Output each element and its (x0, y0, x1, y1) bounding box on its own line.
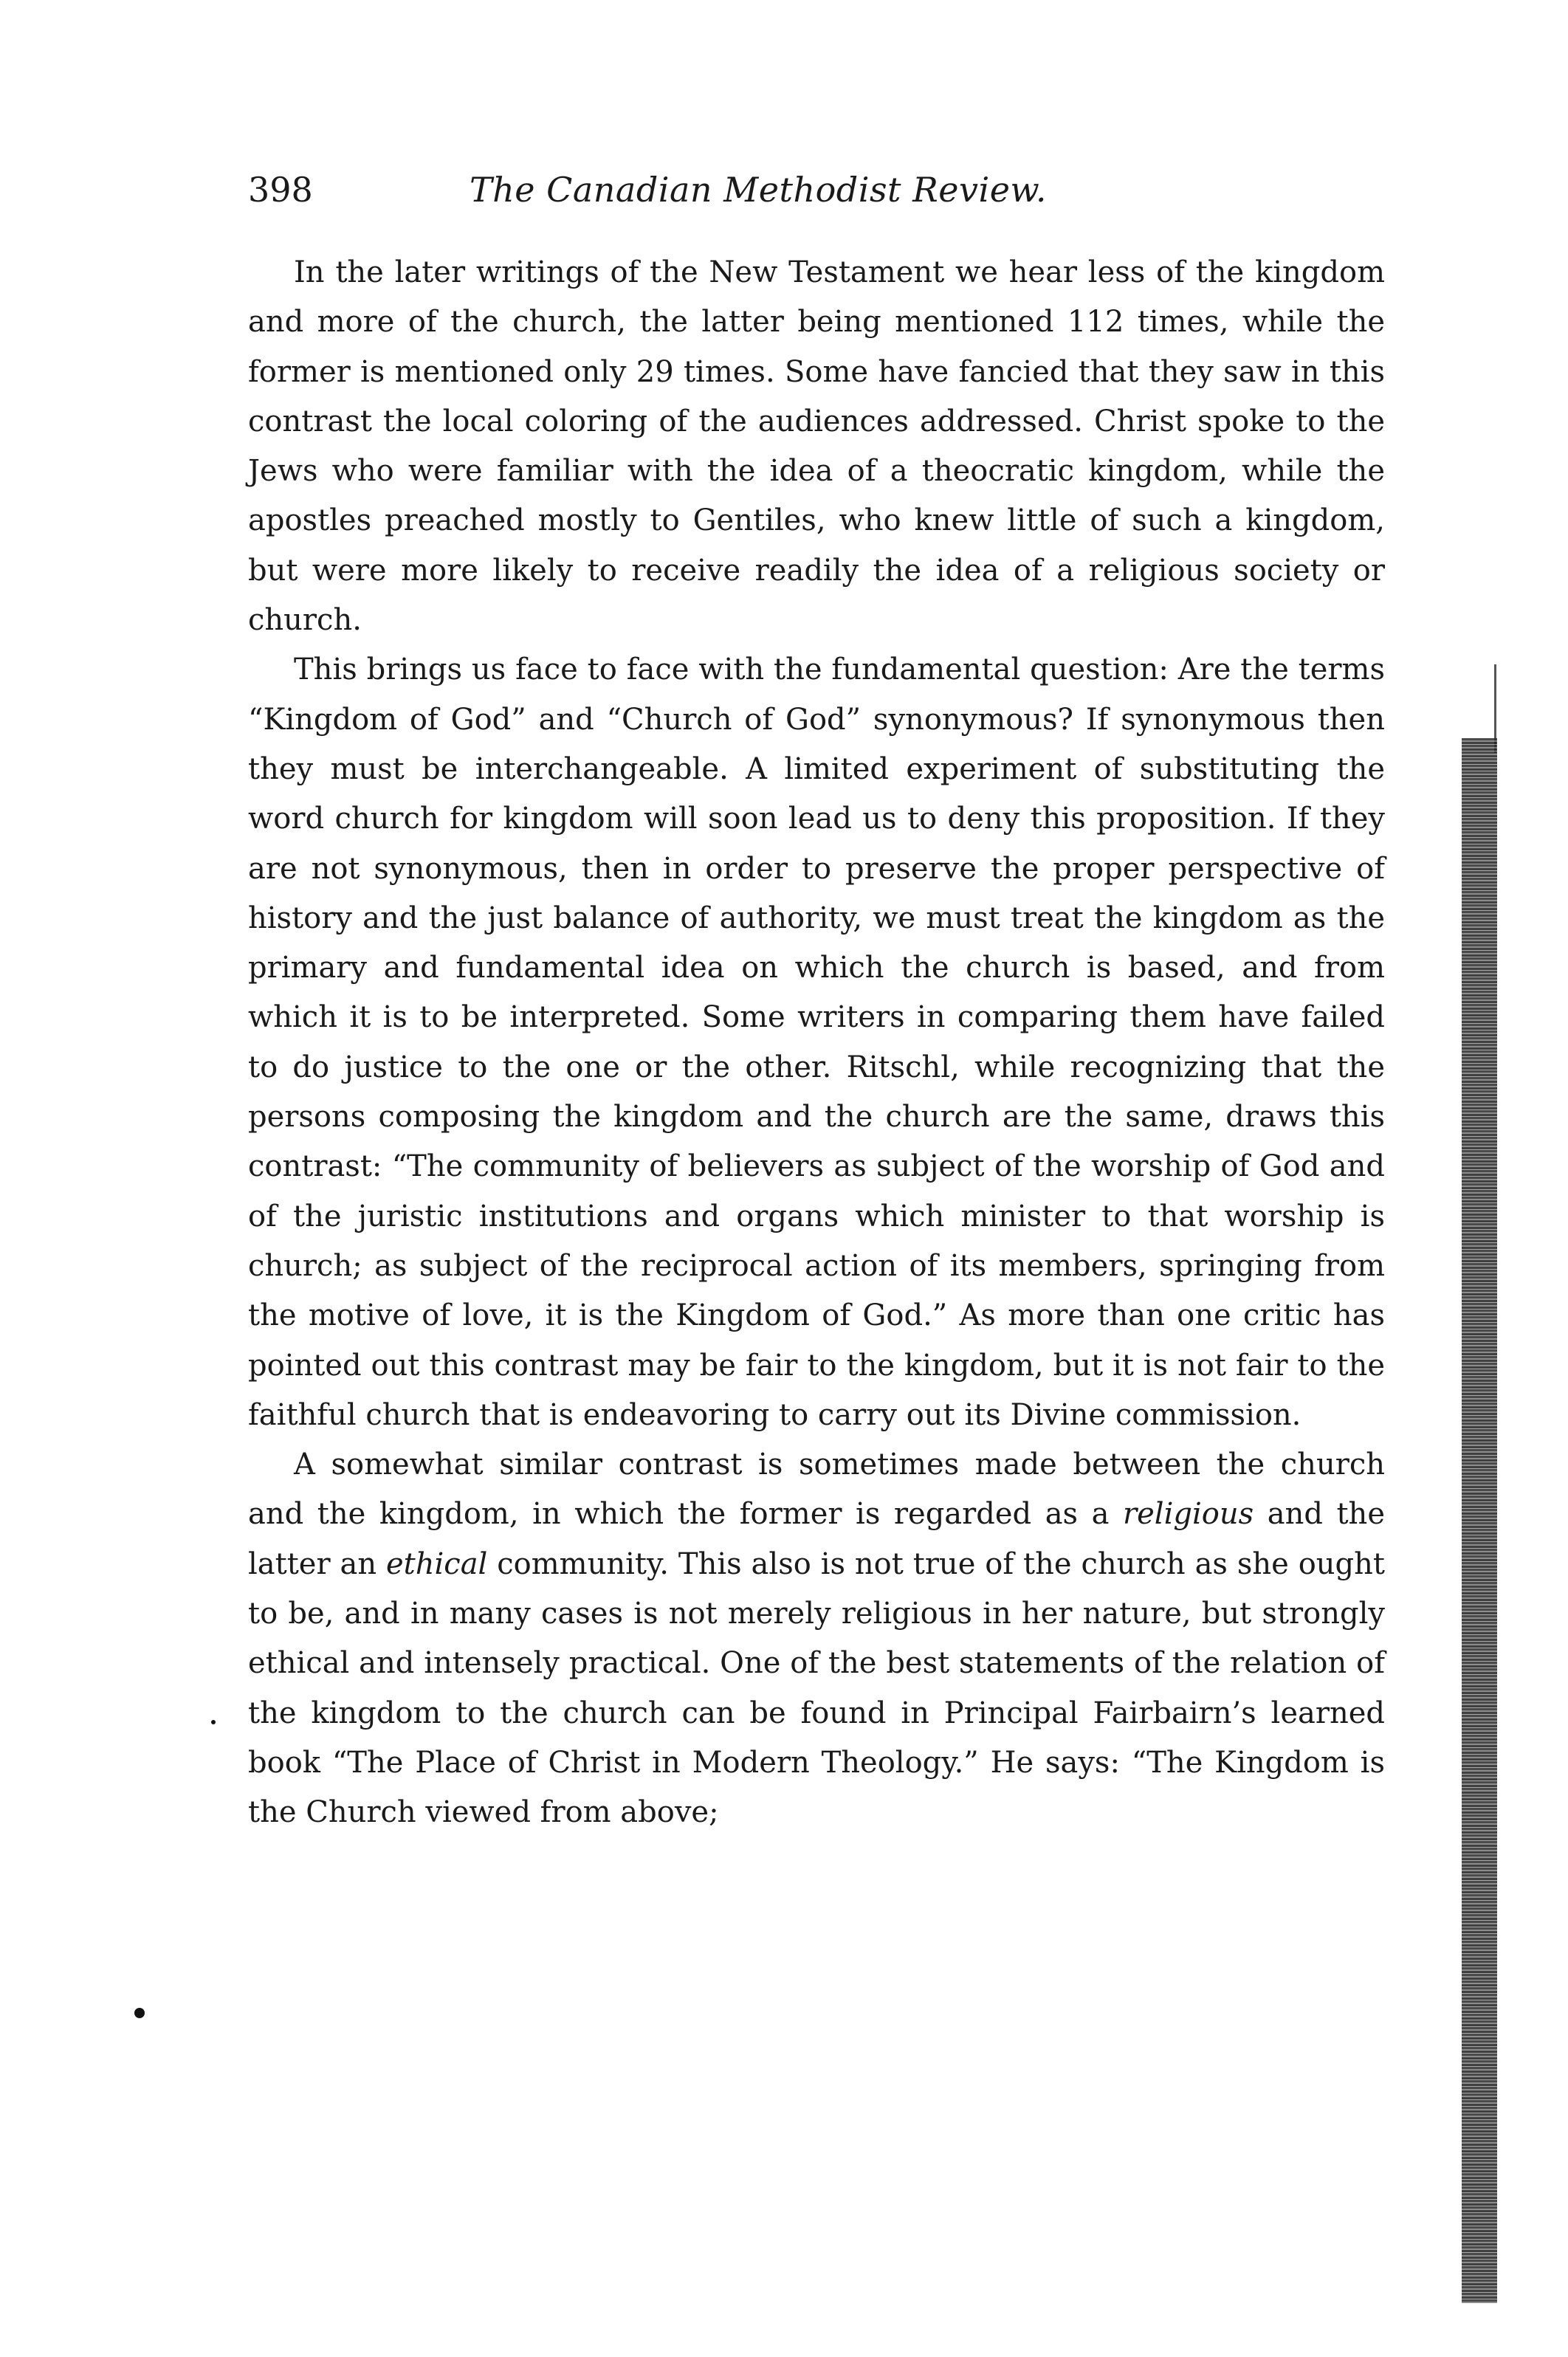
binding-edge-shadow (1462, 738, 1497, 2303)
paragraph-2: This brings us face to face with the fundamental question: Are the terms “Kingdom of God” and “Church of God” synonymous? If synonymous then they must be interchangeable. A limited experiment of substituting the word church for kingdom will soon lead us to deny this proposition. If they are not synonymous, then in order to preserve the proper perspective of history and the just balance of authority, we must treat the kingdom as the primary and fundamental idea on which the church is based, and from which it is to be interpreted. Some writers in comparing them have failed to do justice to the one or the other. Ritschl, while recognizing that the persons composing the kingdom and the church are the same, draws this contrast: “The community of believers as subject of the worship of God and of the juristic institutions and organs which minister to that worship is church; as subject of the reciprocal action of its members, springing from the motive of love, it is the Kingdom of God.” As more than one critic has pointed out this contrast may be fair to the kingdom, but it is not fair to the faithful church that is endeavoring to carry out its Divine commission. (248, 653, 1385, 1432)
emphasis-religious: religious (1123, 1497, 1254, 1532)
ink-speck (134, 2008, 145, 2018)
paragraph-3-text-2: and the latter an (248, 1497, 1385, 1581)
body-text (248, 248, 1385, 1838)
paragraph-3-text-1: A somewhat similar contrast is sometimes made between the church and the kingdom, in which the former is regarded as a (248, 1448, 1385, 1532)
paragraph-1: In the later writings of the New Testament we hear less of the kingdom and more of the church, the latter being mentioned 112 times, while the former is mentioned only 29 times. Some have fancied that they saw in this contrast the local coloring of the audiences addressed. Christ spoke to the Jews who were familiar with the idea of a theocratic kingdom, while the apostles preached mostly to Gentiles, who knew little of such a kingdom, but were more likely to receive readily the idea of a religious society or church. (248, 255, 1385, 638)
page-header (248, 159, 1385, 219)
paragraph-3-text-3: community. This also is not true of the church as she ought to be, and in many cases is not merely religious in her nature, but strongly ethical and intensely practical. One of the best statements of the relation of the kingdom to the church can be found in Principal Fairbairn’s learned book “The Place of Christ in Modern Theology.” He says: “The Kingdom is the Church viewed from above; (248, 1546, 1386, 1830)
emphasis-ethical: ethical (386, 1546, 488, 1581)
paragraph-3 (248, 1440, 1385, 1837)
page-number: 398 (248, 170, 313, 210)
ink-speck-small (211, 1720, 216, 1724)
running-title: The Canadian Methodist Review. (470, 170, 1047, 210)
